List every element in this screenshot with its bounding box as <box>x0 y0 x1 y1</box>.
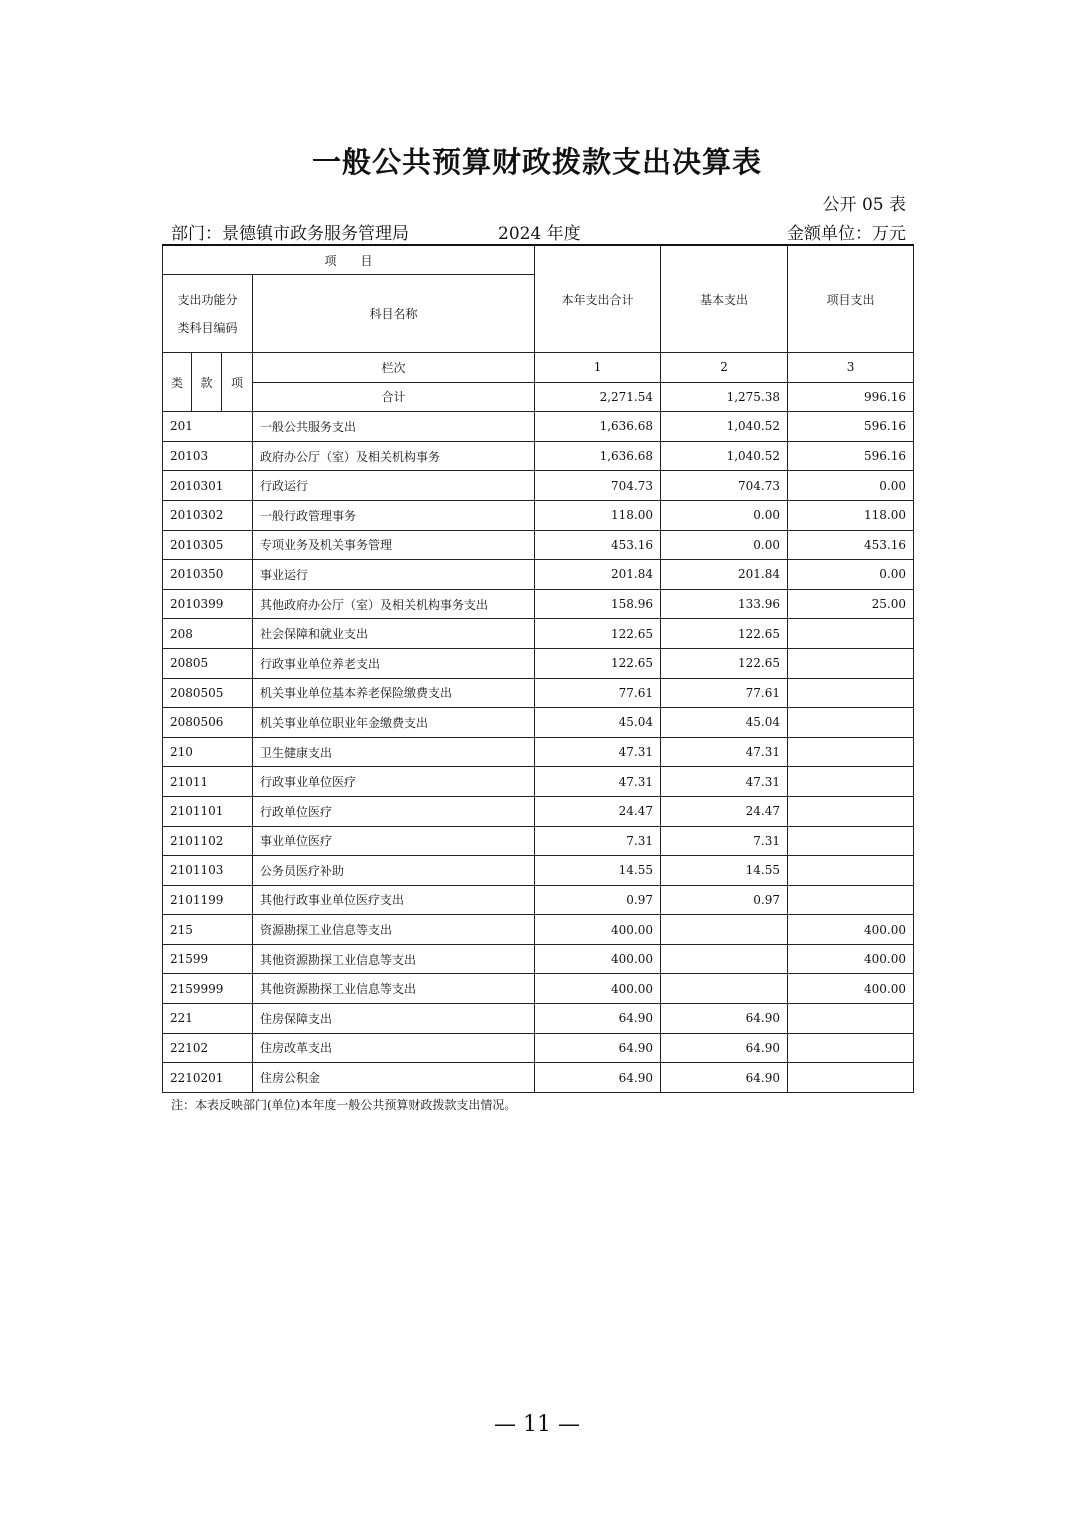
row-basic: 47.31 <box>661 737 788 767</box>
row-basic: 1,040.52 <box>661 441 788 471</box>
row-subject-name: 行政事业单位医疗 <box>253 767 535 797</box>
row-subject-name: 行政运行 <box>253 471 535 501</box>
table-row <box>163 767 914 797</box>
row-total: 24.47 <box>535 796 661 826</box>
row-total: 400.00 <box>535 974 661 1004</box>
row-total: 47.31 <box>535 737 661 767</box>
row-project: 25.00 <box>788 589 914 619</box>
row-total: 1,636.68 <box>535 412 661 442</box>
table-note: 注：本表反映部门(单位)本年度一般公共预算财政拨款支出情况。 <box>171 1098 517 1112</box>
row-basic: 47.31 <box>661 767 788 797</box>
row-subject-name: 公务员医疗补助 <box>253 856 535 886</box>
header-basic: 基本支出 <box>661 245 788 353</box>
row-total: 0.97 <box>535 885 661 915</box>
fiscal-year: 2024 年度 <box>498 224 581 244</box>
row-subject-name: 政府办公厅（室）及相关机构事务 <box>253 441 535 471</box>
row-project <box>788 767 914 797</box>
table-row <box>163 500 914 530</box>
row-basic: 0.00 <box>661 530 788 560</box>
row-subject-name: 其他政府办公厅（室）及相关机构事务支出 <box>253 589 535 619</box>
table-row <box>163 560 914 590</box>
summary-project: 996.16 <box>788 382 914 412</box>
table-row <box>163 708 914 738</box>
row-basic: 201.84 <box>661 560 788 590</box>
row-code: 2010350 <box>163 560 253 590</box>
row-subject-name: 资源勘探工业信息等支出 <box>253 915 535 945</box>
table-row <box>163 856 914 886</box>
summary-total: 2,271.54 <box>535 382 661 412</box>
row-total: 453.16 <box>535 530 661 560</box>
department-label: 部门：景德镇市政务服务管理局 <box>171 224 409 244</box>
row-project <box>788 648 914 678</box>
row-total: 45.04 <box>535 708 661 738</box>
row-total: 118.00 <box>535 500 661 530</box>
header-total: 本年支出合计 <box>535 245 661 353</box>
row-code: 2159999 <box>163 974 253 1004</box>
row-project <box>788 737 914 767</box>
row-project <box>788 1063 914 1093</box>
row-code: 2010301 <box>163 471 253 501</box>
row-code: 2101102 <box>163 826 253 856</box>
row-code: 2010399 <box>163 589 253 619</box>
row-code: 221 <box>163 1004 253 1034</box>
row-total: 704.73 <box>535 471 661 501</box>
header-xiang: 项 <box>222 353 253 412</box>
row-subject-name: 事业单位医疗 <box>253 826 535 856</box>
row-code: 22102 <box>163 1033 253 1063</box>
table-row <box>163 796 914 826</box>
row-total: 158.96 <box>535 589 661 619</box>
row-subject-name: 行政单位医疗 <box>253 796 535 826</box>
row-code: 201 <box>163 412 253 442</box>
row-basic: 7.31 <box>661 826 788 856</box>
table-row <box>163 441 914 471</box>
row-basic: 77.61 <box>661 678 788 708</box>
table-row <box>163 619 914 649</box>
row-basic: 0.97 <box>661 885 788 915</box>
row-total: 64.90 <box>535 1063 661 1093</box>
header-subject-name: 科目名称 <box>253 275 535 353</box>
row-subject-name: 机关事业单位职业年金缴费支出 <box>253 708 535 738</box>
table-row <box>163 944 914 974</box>
row-basic: 0.00 <box>661 500 788 530</box>
row-code: 2101101 <box>163 796 253 826</box>
page-number: — 11 — <box>494 1412 580 1437</box>
row-project: 118.00 <box>788 500 914 530</box>
row-basic: 704.73 <box>661 471 788 501</box>
row-total: 122.65 <box>535 648 661 678</box>
row-project <box>788 856 914 886</box>
row-subject-name: 事业运行 <box>253 560 535 590</box>
row-code: 2101103 <box>163 856 253 886</box>
row-code: 2210201 <box>163 1063 253 1093</box>
header-project: 项目支出 <box>788 245 914 353</box>
table-row <box>163 737 914 767</box>
row-subject-name: 其他行政事业单位医疗支出 <box>253 885 535 915</box>
row-project: 400.00 <box>788 974 914 1004</box>
row-project <box>788 1033 914 1063</box>
row-code: 2101199 <box>163 885 253 915</box>
row-basic: 64.90 <box>661 1063 788 1093</box>
row-subject-name: 住房改革支出 <box>253 1033 535 1063</box>
row-project <box>788 708 914 738</box>
row-subject-name: 其他资源勘探工业信息等支出 <box>253 974 535 1004</box>
header-col1: 1 <box>535 353 661 383</box>
row-code: 2010305 <box>163 530 253 560</box>
row-code: 21011 <box>163 767 253 797</box>
header-item: 项 目 <box>163 245 535 275</box>
header-lei: 类 <box>163 353 192 412</box>
row-project: 400.00 <box>788 915 914 945</box>
row-project <box>788 885 914 915</box>
table-row <box>163 412 914 442</box>
table-row <box>163 915 914 945</box>
table-row <box>163 1033 914 1063</box>
row-basic: 64.90 <box>661 1004 788 1034</box>
summary-basic: 1,275.38 <box>661 382 788 412</box>
row-basic: 133.96 <box>661 589 788 619</box>
row-code: 215 <box>163 915 253 945</box>
table-row <box>163 1063 914 1093</box>
row-project: 596.16 <box>788 441 914 471</box>
table-row <box>163 678 914 708</box>
row-subject-name: 一般公共服务支出 <box>253 412 535 442</box>
row-code: 208 <box>163 619 253 649</box>
row-total: 77.61 <box>535 678 661 708</box>
row-total: 1,636.68 <box>535 441 661 471</box>
row-total: 64.90 <box>535 1033 661 1063</box>
row-code: 20805 <box>163 648 253 678</box>
table-row <box>163 589 914 619</box>
row-basic: 45.04 <box>661 708 788 738</box>
row-subject-name: 住房公积金 <box>253 1063 535 1093</box>
table-row <box>163 471 914 501</box>
row-total: 14.55 <box>535 856 661 886</box>
table-row <box>163 885 914 915</box>
row-project: 0.00 <box>788 471 914 501</box>
table-row <box>163 1004 914 1034</box>
row-subject-name: 其他资源勘探工业信息等支出 <box>253 944 535 974</box>
form-number: 公开 05 表 <box>822 195 906 215</box>
row-project <box>788 1004 914 1034</box>
header-col2: 2 <box>661 353 788 383</box>
page-title: 一般公共预算财政拨款支出决算表 <box>311 145 762 179</box>
row-subject-name: 社会保障和就业支出 <box>253 619 535 649</box>
budget-table <box>162 244 914 1093</box>
row-project <box>788 678 914 708</box>
row-total: 47.31 <box>535 767 661 797</box>
row-total: 400.00 <box>535 944 661 974</box>
row-subject-name: 卫生健康支出 <box>253 737 535 767</box>
row-basic <box>661 915 788 945</box>
row-total: 7.31 <box>535 826 661 856</box>
row-basic: 122.65 <box>661 648 788 678</box>
row-subject-name: 住房保障支出 <box>253 1004 535 1034</box>
row-project <box>788 826 914 856</box>
table-row <box>163 530 914 560</box>
row-code: 210 <box>163 737 253 767</box>
row-basic <box>661 944 788 974</box>
row-code: 21599 <box>163 944 253 974</box>
row-project <box>788 796 914 826</box>
row-total: 400.00 <box>535 915 661 945</box>
row-code: 2080506 <box>163 708 253 738</box>
row-subject-name: 一般行政管理事务 <box>253 500 535 530</box>
row-basic: 122.65 <box>661 619 788 649</box>
row-basic <box>661 974 788 1004</box>
row-project <box>788 619 914 649</box>
row-code: 2080505 <box>163 678 253 708</box>
row-subject-name: 行政事业单位养老支出 <box>253 648 535 678</box>
header-col3: 3 <box>788 353 914 383</box>
row-code: 20103 <box>163 441 253 471</box>
table-row <box>163 826 914 856</box>
amount-unit: 金额单位：万元 <box>787 224 906 244</box>
row-subject-name: 专项业务及机关事务管理 <box>253 530 535 560</box>
row-code: 2010302 <box>163 500 253 530</box>
table-row <box>163 974 914 1004</box>
header-kuan: 款 <box>192 353 222 412</box>
row-total: 201.84 <box>535 560 661 590</box>
summary-row <box>163 382 914 412</box>
summary-label: 合计 <box>253 382 535 412</box>
row-project: 596.16 <box>788 412 914 442</box>
row-basic: 64.90 <box>661 1033 788 1063</box>
row-basic: 1,040.52 <box>661 412 788 442</box>
header-lanci: 栏次 <box>253 353 535 383</box>
row-total: 64.90 <box>535 1004 661 1034</box>
header-func-code: 支出功能分类科目编码 <box>163 275 253 353</box>
row-project: 0.00 <box>788 560 914 590</box>
table-row <box>163 648 914 678</box>
row-basic: 24.47 <box>661 796 788 826</box>
row-subject-name: 机关事业单位基本养老保险缴费支出 <box>253 678 535 708</box>
row-basic: 14.55 <box>661 856 788 886</box>
row-project: 400.00 <box>788 944 914 974</box>
row-project: 453.16 <box>788 530 914 560</box>
row-total: 122.65 <box>535 619 661 649</box>
